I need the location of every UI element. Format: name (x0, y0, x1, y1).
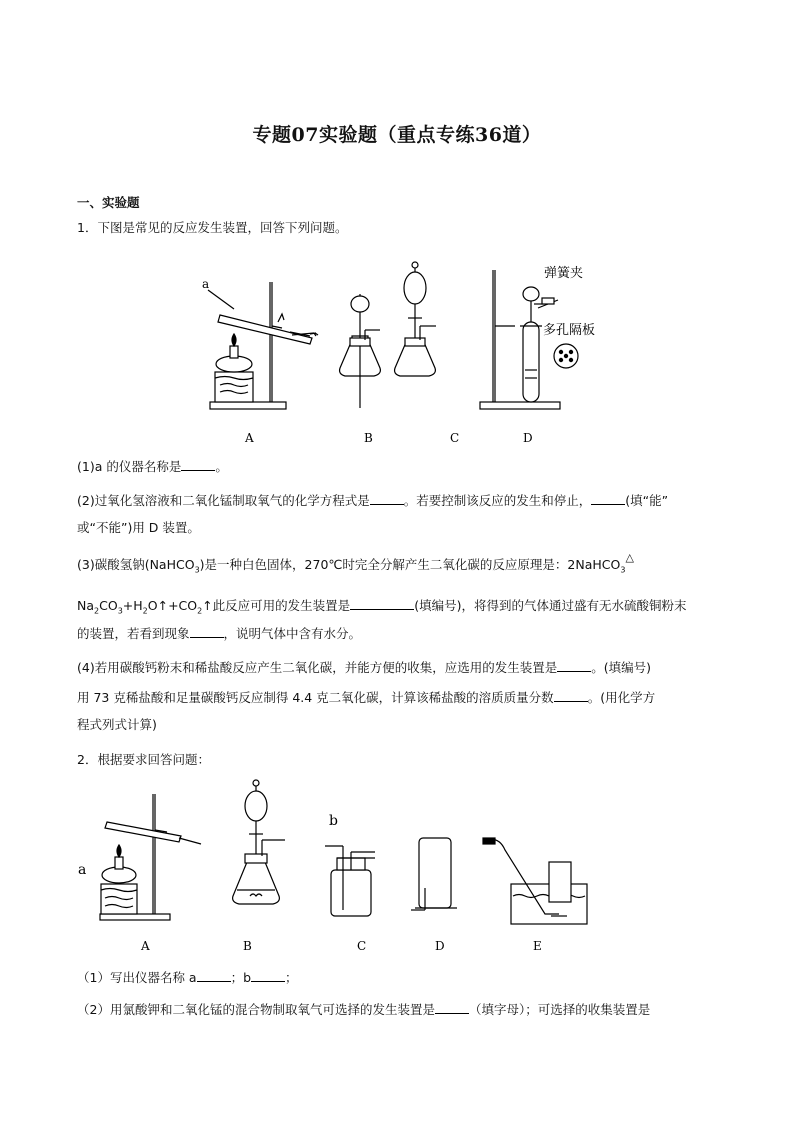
page-title: 专题07实验题（重点专练36道） (252, 124, 542, 146)
figure-1-annot-a: a (202, 277, 210, 291)
question-1-stem: 1．下图是常见的反应发生装置，回答下列问题。 (77, 220, 348, 235)
question-1-part-3-line-3: 的装置，若看到现象 ，说明气体中含有水分。 (77, 626, 362, 641)
figure-2-annot-b: b (329, 813, 338, 829)
figure-2-label-d: D (435, 939, 445, 953)
question-1-part-4-line-1: (4)若用碳酸钙粉末和稀盐酸反应产生二氧化碳，并能方便的收集，应选用的发生装置是 。(填编号) (77, 660, 651, 675)
figure-2-label-e: E (533, 939, 542, 953)
figure-1-annot-clip: 弹簧夹 (544, 266, 584, 281)
question-1-part-4-line-3: 程式列式计算) (77, 717, 157, 732)
question-1-part-3-line-2: $Na_2CO_3+H_2O↑+CO_2↑$此反应可用的发生装置是 (填编号)，将得到的气体通过盛有无水硫酸铜粉末 (77, 598, 687, 616)
question-1-part-3-line-1: (3)碳酸氢钠(NaHCO$_3$)是一种白色固体，270℃时完全分解产生二氧化碳的反应原理是：2NaHCO$_3$△ (77, 551, 634, 575)
figure-1-label-a: A (245, 431, 254, 445)
figure-2-label-a: A (141, 939, 150, 953)
figure-1-label-d: D (523, 431, 533, 445)
question-1-part-2-line-2: 或“不能”)用 D 装置。 (77, 520, 200, 535)
figure-2-label-b: B (243, 939, 252, 953)
question-1-part-4-line-2: 用 73 克稀盐酸和足量碳酸钙反应制得 4.4 克二氧化碳，计算该稀盐酸的溶质质量分数 。(用化学方 (77, 690, 656, 705)
question-1-part-2-line-1: (2)过氧化氢溶液和二氧化锰制取氧气的化学方程式是 。若要控制该反应的发生和停止， (填“能” (77, 493, 669, 508)
figure-1-label-c: C (450, 431, 460, 445)
question-2-part-2: （2）用氯酸钾和二氧化锰的混合物制取氧气可选择的发生装置是 （填字母）；可选择的收集装置是 (77, 1002, 651, 1017)
question-2-part-1: （1）写出仪器名称 a ；b ； (77, 970, 298, 985)
figure-2-annot-a: a (78, 862, 87, 878)
figure-2-label-c: C (357, 939, 367, 953)
question-2-stem: 2．根据要求回答问题： (77, 752, 210, 767)
figure-1-label-b: B (364, 431, 373, 445)
figure-2-apparatus (75, 778, 615, 958)
figure-1-annot-plate: 多孔隔板 (543, 323, 596, 338)
question-1-part-1: (1)a 的仪器名称是 。 (77, 459, 228, 474)
figure-1-apparatus (190, 260, 620, 445)
section-heading: 一、实验题 (77, 195, 140, 210)
